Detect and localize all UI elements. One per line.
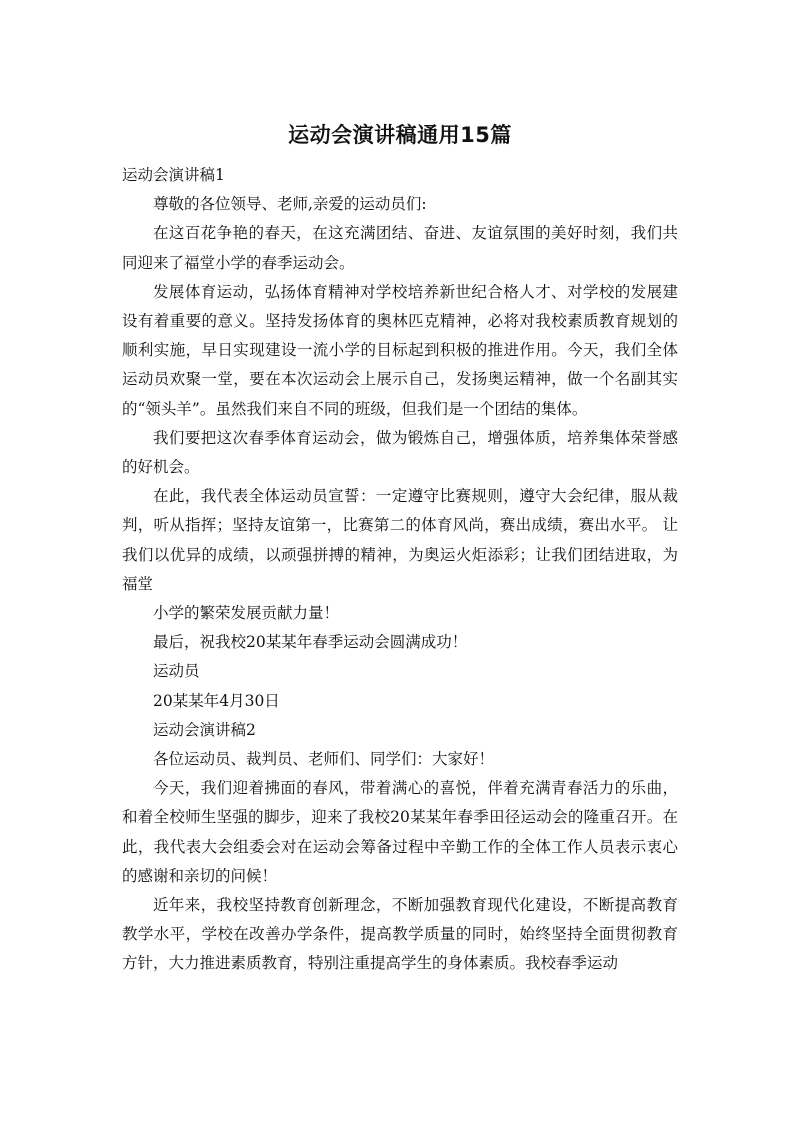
paragraph: 今天，我们迎着拂面的春风，带着满心的喜悦，伴着充满青春活力的乐曲，和着全校师生坚强的脚步，迎来了我校20某某年春季田径运动会的隆重召开。在此，我代表大会组委会对在运动会筹备过程中辛勤工作的全体工作人员表示衷心的感谢和亲切的问候！ — [122, 779, 678, 885]
paragraph: 在此，我代表全体运动员宣誓：一定遵守比赛规则，遵守大会纪律，服从裁判，听从指挥；坚持友谊第一，比赛第二的体育风尚，赛出成绩，赛出水平。 让我们以优异的成绩，以顽强拼搏的精神，为奥运火炬添彩；让我们团结进取，为福堂 — [122, 487, 678, 593]
paragraph: 各位运动员、裁判员、老师们、同学们：大家好！ — [153, 750, 495, 769]
paragraph: 20某某年4月30日 — [153, 691, 280, 710]
paragraph: 运动员 — [153, 662, 200, 681]
paragraph: 我们要把这次春季体育运动会，做为锻炼自己，增强体质，培养集体荣誉感的好机会。 — [122, 428, 678, 477]
paragraph: 尊敬的各位领导、老师,亲爱的运动员们: — [153, 195, 427, 214]
paragraph: 发展体育运动，弘扬体育精神对学校培养新世纪合格人才、对学校的发展建设有着重要的意义。坚持发扬体育的奥林匹克精神，必将对我校素质教育规划的顺利实施，早日实现建设一流小学的目标起到积极的推进作用。今天，我们全体运动员欢聚一堂，要在本次运动会上展示自己，发扬奥运精神，做一个名副其实的“领头羊”。虽然我们来自不同的班级，但我们是一个团结的集体。 — [122, 282, 678, 418]
document-body — [122, 161, 678, 979]
paragraph: 最后，祝我校20某某年春季运动会圆满成功！ — [153, 633, 468, 652]
paragraph: 在这百花争艳的春天，在这充满团结、奋进、友谊氛围的美好时刻，我们共同迎来了福堂小学的春季运动会。 — [122, 224, 678, 272]
paragraph: 运动会演讲稿1 — [122, 166, 225, 184]
paragraph: 小学的繁荣发展贡献力量！ — [153, 604, 340, 623]
paragraph: 近年来，我校坚持教育创新理念，不断加强教育现代化建设，不断提高教育教学水平，学校在改善办学条件，提高教学质量的同时，始终坚持全面贯彻教育方针，大力推进素质教育，特别注重提高学生的身体素质。我校春季运动 — [122, 896, 678, 973]
paragraph: 运动会演讲稿2 — [153, 720, 256, 739]
document-title: 运动会演讲稿通用15篇 — [288, 123, 512, 147]
